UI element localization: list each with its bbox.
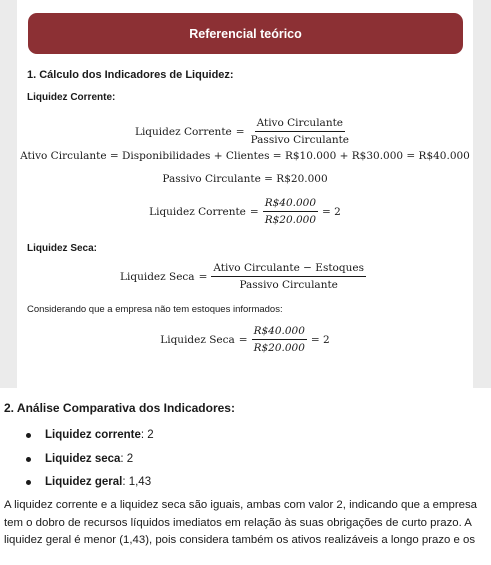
formula-denominator: Passivo Circulante — [250, 134, 350, 146]
paragraph-line: A liquidez corrente e a liquidez seca são iguais, ambas com valor 2, indicando que a empresa — [4, 499, 477, 511]
bullet-dot — [26, 480, 31, 485]
formula-ativo-circulante-text: Ativo Circulante = Disponibilidades + Clientes = R$10.000 + R$30.000 = R$40.000 — [20, 150, 470, 162]
header-title: Referencial teórico — [189, 26, 302, 41]
bullet-label: Liquidez geral — [45, 476, 123, 488]
formula-numerator: R$40.000 — [263, 197, 318, 212]
paragraph-line: liquidez geral é menor (1,43), pois considera também os ativos realizáveis a longo prazo e os — [4, 534, 476, 546]
formula-passivo-circulante-text: Passivo Circulante = R$20.000 — [162, 173, 328, 185]
formula-equals: = — [238, 333, 248, 346]
formula-passivo-circulante — [17, 173, 473, 185]
referencial-teorico-header — [28, 13, 463, 54]
formula-liquidez-seca-result — [17, 325, 473, 354]
formula-numerator: R$40.000 — [252, 325, 307, 340]
card-content — [17, 0, 473, 388]
formula-numerator: Ativo Circulante — [255, 117, 345, 132]
analysis-paragraph — [4, 497, 484, 550]
formula-denominator: Passivo Circulante — [239, 279, 338, 291]
formula-result: = 2 — [310, 333, 330, 346]
note-sem-estoques: Considerando que a empresa não tem estoques informados: — [27, 304, 283, 315]
formula-fraction — [263, 197, 318, 226]
formula-lhs: Liquidez Corrente — [149, 205, 246, 218]
bullet-label: Liquidez corrente — [45, 429, 141, 441]
bullet-value: : 1,43 — [122, 476, 152, 488]
liquidez-seca-title: Liquidez Seca: — [27, 243, 98, 254]
formula-fraction — [252, 325, 307, 354]
formula-equals: = — [235, 125, 245, 138]
bullet-dot — [26, 433, 31, 438]
formula-result: = 2 — [322, 205, 341, 218]
formula-denominator: R$20.000 — [253, 342, 305, 354]
bullet-liquidez-geral — [26, 476, 151, 488]
formula-liquidez-corrente — [17, 117, 473, 146]
formula-equals: = — [198, 270, 208, 283]
formula-ativo-circulante — [17, 150, 473, 162]
bullet-liquidez-seca — [26, 453, 133, 465]
section1-title: 1. Cálculo dos Indicadores de Liquidez: — [27, 69, 234, 81]
bullet-label: Liquidez seca — [45, 453, 121, 465]
formula-lhs: Liquidez Seca — [120, 270, 195, 283]
formula-fraction — [211, 262, 366, 291]
bullet-dot — [26, 457, 31, 462]
formula-liquidez-seca — [17, 262, 473, 291]
formula-liquidez-corrente-result — [17, 197, 473, 226]
paragraph-line: tem o dobro de recursos líquidos imediatos em relação às suas obrigações de curto prazo. A — [4, 516, 472, 529]
bullet-liquidez-corrente — [26, 429, 154, 441]
formula-denominator: R$20.000 — [264, 214, 317, 226]
bullet-value: : 2 — [140, 429, 154, 441]
liquidez-corrente-title: Liquidez Corrente: — [27, 92, 116, 103]
formula-numerator: Ativo Circulante − Estoques — [211, 262, 366, 277]
formula-lhs: Liquidez Seca — [160, 333, 235, 346]
formula-equals: = — [249, 205, 259, 218]
formula-lhs: Liquidez Corrente — [134, 125, 232, 138]
section2-title: 2. Análise Comparativa dos Indicadores: — [4, 401, 235, 415]
bullet-value: : 2 — [120, 453, 134, 465]
formula-fraction — [249, 117, 351, 146]
